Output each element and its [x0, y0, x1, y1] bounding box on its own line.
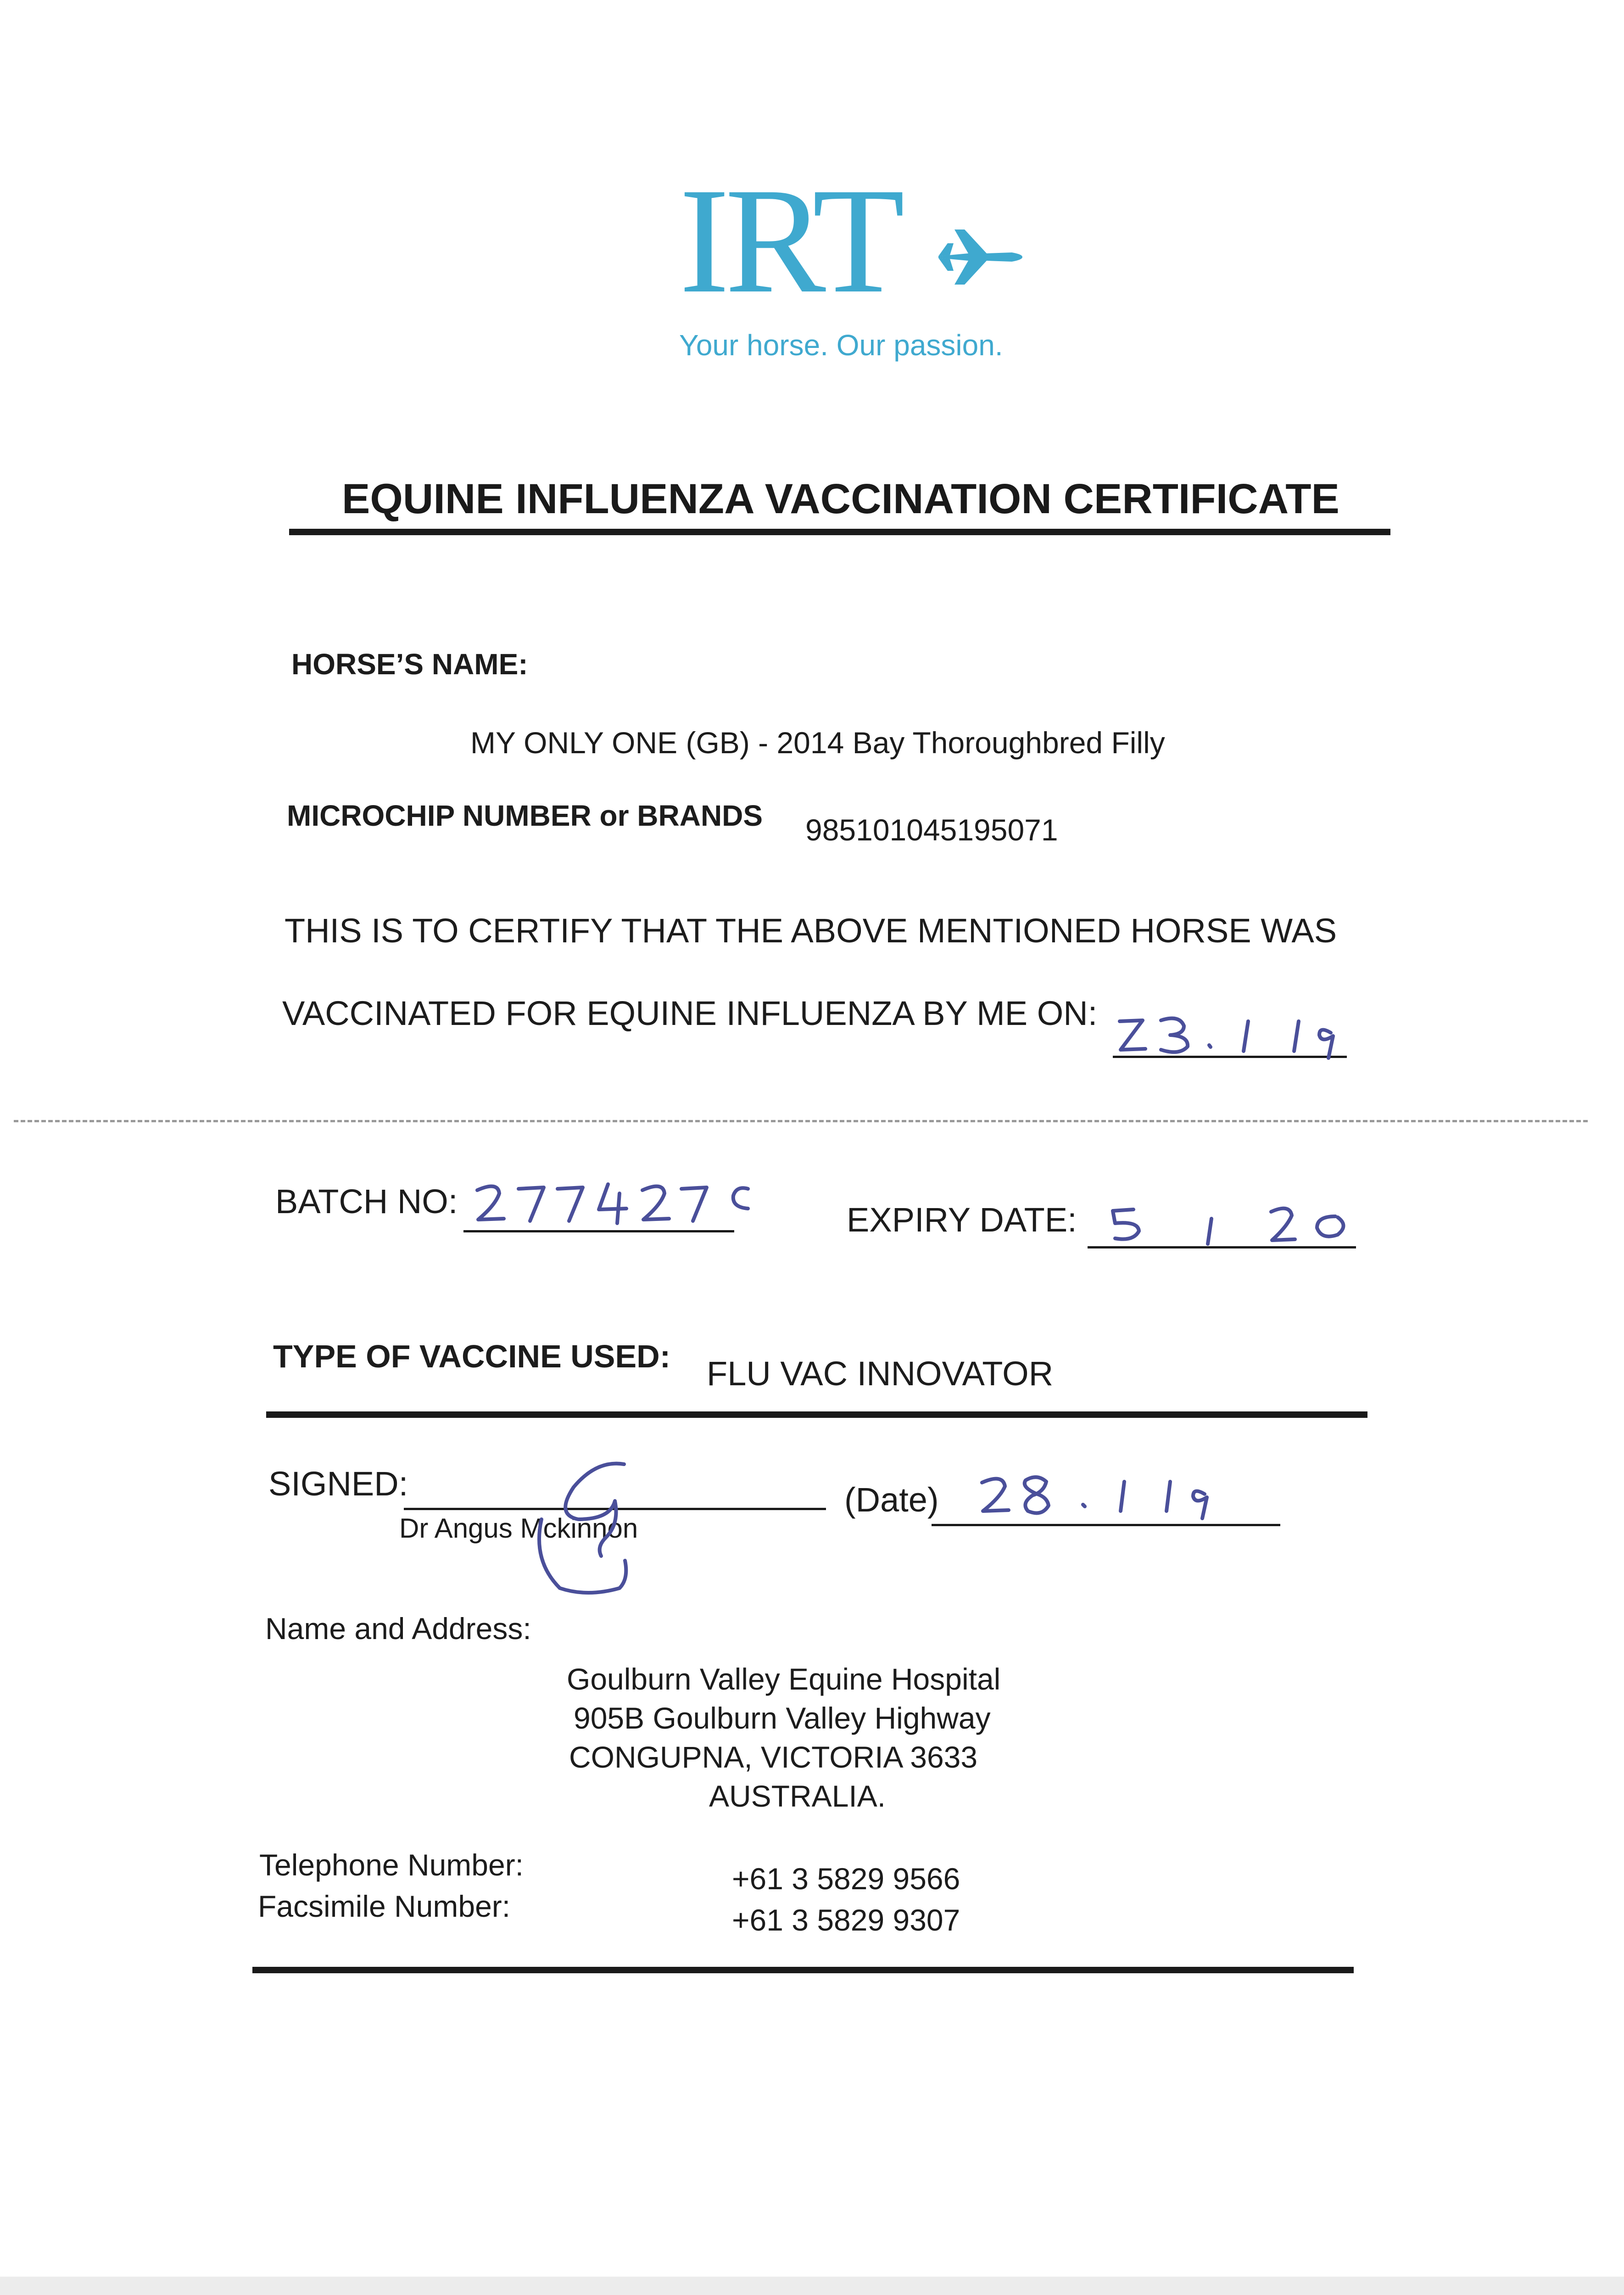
batch-value-handwritten	[473, 1177, 766, 1232]
expiry-label: EXPIRY DATE:	[847, 1201, 1077, 1239]
signer-name: Dr Angus Mckinnon	[399, 1513, 638, 1544]
certificate-title: EQUINE INFLUENZA VACCINATION CERTIFICATE	[342, 476, 1339, 522]
address-line-1: Goulburn Valley Equine Hospital	[567, 1662, 1001, 1696]
scan-fold-line	[14, 1120, 1588, 1122]
irt-logo	[679, 157, 1028, 367]
address-line-4: AUSTRALIA.	[709, 1779, 886, 1813]
vaccine-type-value: FLU VAC INNOVATOR	[707, 1355, 1054, 1393]
expiry-value-handwritten	[1106, 1198, 1363, 1248]
certify-line-1: THIS IS TO CERTIFY THAT THE ABOVE MENTIONED HORSE WAS	[285, 912, 1337, 950]
signature-handwritten	[505, 1450, 670, 1606]
footer-rule	[252, 1967, 1354, 1973]
logo-tagline: Your horse. Our passion.	[679, 329, 1003, 362]
vaccine-type-label: TYPE OF VACCINE USED:	[273, 1338, 671, 1374]
microchip-label: MICROCHIP NUMBER or BRANDS	[287, 799, 763, 832]
fax-label: Facsimile Number:	[258, 1889, 511, 1923]
address-label: Name and Address:	[265, 1612, 531, 1646]
signed-date-handwritten	[977, 1469, 1225, 1524]
date-label: (Date)	[844, 1481, 939, 1519]
horse-name-label: HORSE’S NAME:	[291, 648, 528, 681]
certify-line-2: VACCINATED FOR EQUINE INFLUENZA BY ME ON:	[282, 994, 1098, 1032]
vaccination-date-handwritten	[1115, 1008, 1354, 1063]
signed-date-underline	[932, 1524, 1280, 1526]
vaccine-section-rule	[266, 1411, 1367, 1418]
telephone-label: Telephone Number:	[259, 1848, 524, 1882]
fax-value: +61 3 5829 9307	[732, 1903, 960, 1937]
logo-wordmark: IRT	[679, 157, 900, 325]
address-line-3: CONGUPNA, VICTORIA 3633	[569, 1740, 978, 1774]
address-line-2: 905B Goulburn Valley Highway	[574, 1701, 991, 1735]
telephone-value: +61 3 5829 9566	[732, 1862, 960, 1896]
signed-label: SIGNED:	[268, 1465, 408, 1503]
horse-name-value: MY ONLY ONE (GB) - 2014 Bay Thoroughbred Filly	[470, 726, 1165, 760]
microchip-value: 985101045195071	[805, 813, 1058, 847]
airplane-icon	[936, 225, 1023, 289]
scan-bottom-edge	[0, 2277, 1624, 2295]
title-rule	[289, 529, 1390, 535]
batch-label: BATCH NO:	[275, 1182, 458, 1220]
